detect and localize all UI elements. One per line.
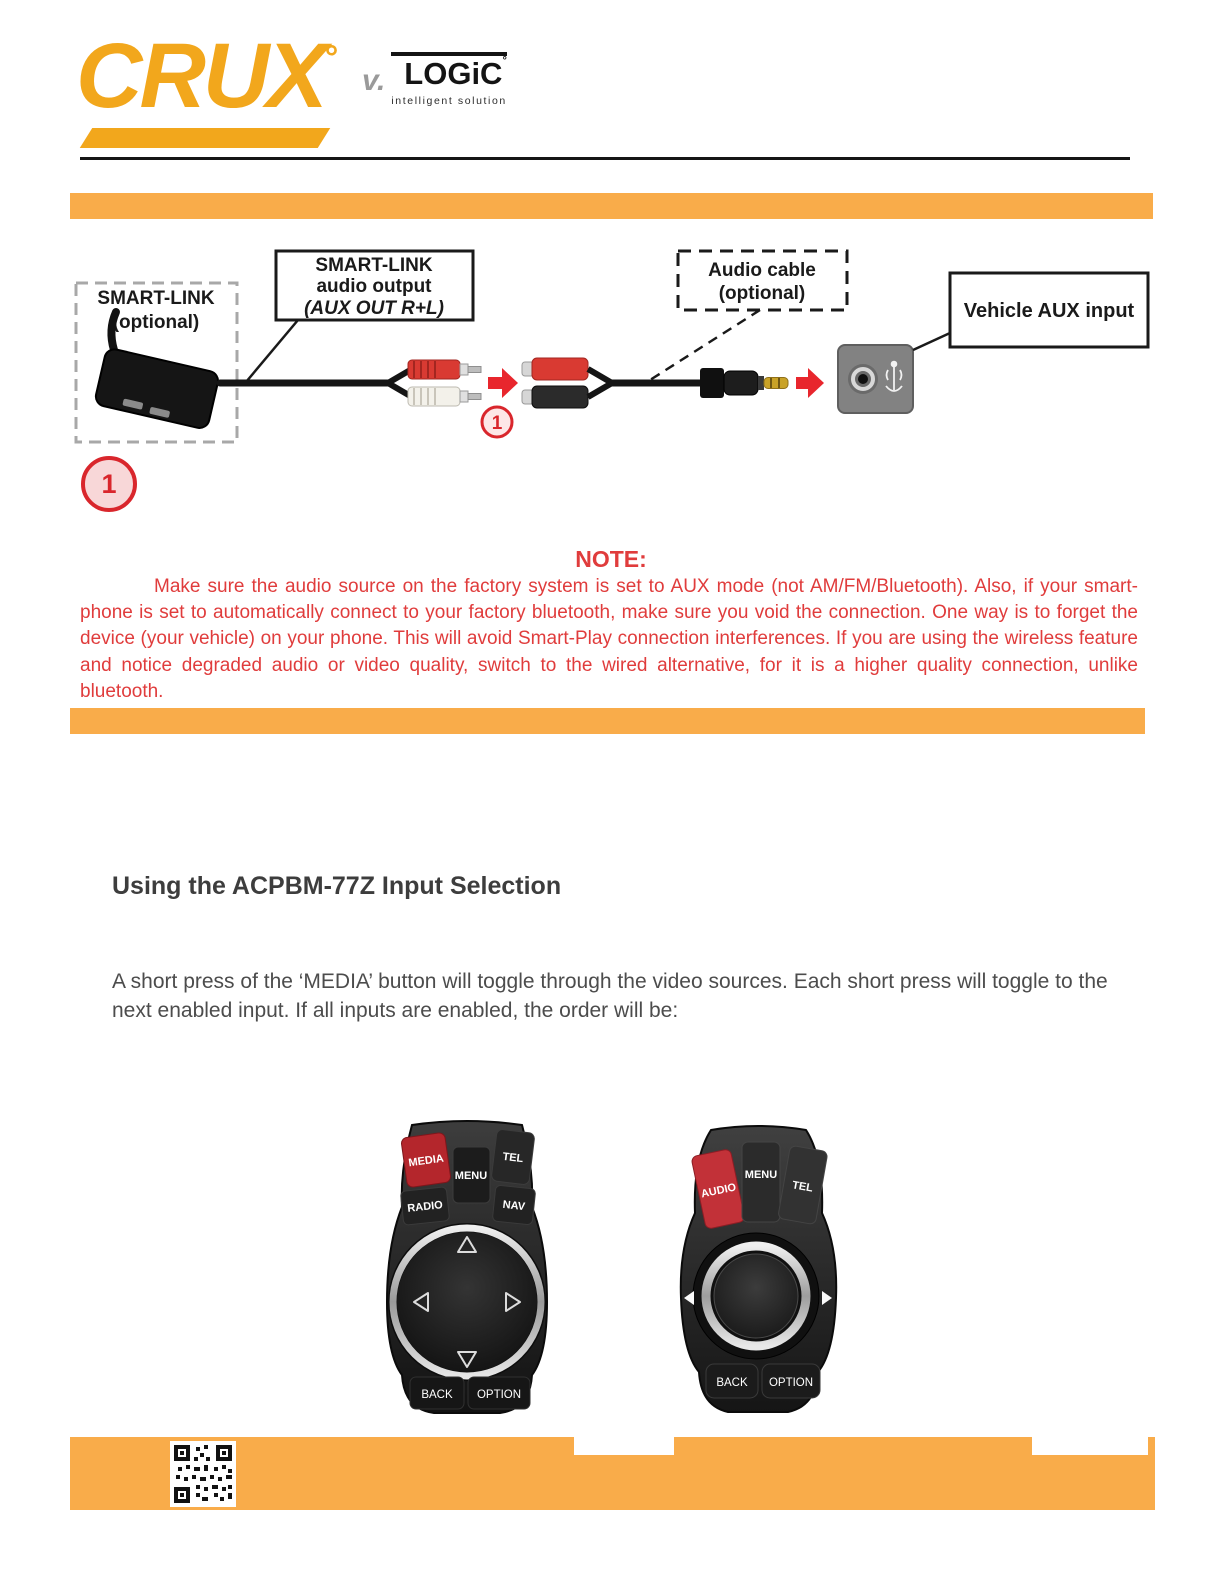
option-button bbox=[762, 1364, 820, 1398]
crux-logo-text: CRUX bbox=[76, 25, 325, 127]
vlogic-name: LOGiC° bbox=[404, 55, 507, 91]
menu-button-label: MENU bbox=[454, 1170, 488, 1182]
section-heading: Using the ACPBM-77Z Input Selection bbox=[112, 872, 562, 900]
vlogic-reg-mark: ° bbox=[502, 55, 507, 67]
red-connect-arrow-2 bbox=[796, 368, 824, 398]
note-title: NOTE: bbox=[575, 546, 647, 572]
radio-button bbox=[400, 1187, 449, 1226]
media-button bbox=[401, 1132, 452, 1188]
tel-button-label: TEL bbox=[791, 1179, 814, 1195]
audio-output-label-1: SMART-LINK bbox=[315, 255, 433, 276]
banner-notch bbox=[574, 1437, 674, 1455]
orange-banner-middle bbox=[70, 708, 1145, 734]
media-button-label: MEDIA bbox=[407, 1152, 445, 1170]
menu-button-label: MENU bbox=[744, 1169, 778, 1181]
header-divider bbox=[80, 157, 1130, 160]
rca-male-white bbox=[408, 387, 481, 406]
vehicle-aux-port bbox=[838, 345, 913, 413]
audio-cable-label-1: Audio cable bbox=[708, 260, 816, 281]
vlogic-block bbox=[391, 52, 506, 109]
diagram-step-number: 1 bbox=[491, 413, 503, 434]
section-body: A short press of the ‘MEDIA’ button will toggle through the video sources. Each short press will toggle to the next enabled input. If all inputs are enabled, the order will be: bbox=[112, 970, 1108, 1022]
crux-degree-mark: ° bbox=[324, 39, 339, 77]
tel-button bbox=[491, 1129, 535, 1185]
audio-output-leader bbox=[246, 320, 298, 382]
back-button-label: BACK bbox=[421, 1389, 453, 1401]
tel-button-label: TEL bbox=[501, 1150, 524, 1166]
orange-banner-top bbox=[70, 193, 1153, 219]
option-button-label: OPTION bbox=[768, 1377, 814, 1389]
vlogic-tagline: intelligent solution bbox=[391, 94, 507, 107]
vehicle-aux-label: Vehicle AUX input bbox=[963, 300, 1135, 322]
rca-male-red bbox=[408, 360, 481, 379]
radio-button-label: RADIO bbox=[406, 1199, 444, 1215]
rotary-knob bbox=[693, 1233, 819, 1359]
cable-y-merge bbox=[588, 369, 612, 397]
wiring-diagram bbox=[70, 238, 1160, 450]
crux-logo bbox=[76, 25, 339, 127]
device-antenna bbox=[111, 312, 116, 350]
option-button-label: OPTION bbox=[476, 1389, 522, 1401]
audio-output-label-2: audio output bbox=[316, 276, 432, 297]
vehicle-aux-leader bbox=[913, 333, 950, 350]
smartlink-box-label-2: (optional) bbox=[112, 312, 200, 333]
rca-female-red bbox=[522, 358, 588, 380]
back-button bbox=[706, 1364, 758, 1398]
rca-female-black bbox=[522, 386, 588, 408]
idrive-controller-left bbox=[382, 1115, 552, 1420]
red-connect-arrow-1 bbox=[488, 368, 518, 398]
vlogic-logo bbox=[362, 52, 507, 109]
note-body: Make sure the audio source on the factory system is set to AUX mode (not AM/FM/Bluetooth). Also, if your smart-phone is set to automatically connect to your factory bluetooth, make sure you void the connection. One way is to forget the device (your vehicle) on your phone. This will avoid Smart-Play connection interferences. If you are using the wireless feature and notice degraded audio or video quality, switch to the wired alternative, for it is a higher quality connection, unlike bluetooth. bbox=[80, 576, 1138, 702]
back-button-label: BACK bbox=[716, 1377, 748, 1389]
menu-button bbox=[742, 1142, 780, 1222]
vlogic-prefix: v. bbox=[362, 64, 386, 97]
menu-button bbox=[453, 1147, 490, 1203]
nav-button-label: NAV bbox=[502, 1198, 526, 1214]
banner-notch bbox=[1032, 1437, 1148, 1455]
audio-cable-label-2: (optional) bbox=[718, 283, 806, 304]
rotary-knob bbox=[388, 1223, 546, 1381]
audio-button-label: AUDIO bbox=[700, 1181, 738, 1201]
step-callout bbox=[81, 456, 137, 512]
nav-button bbox=[492, 1185, 536, 1225]
crux-logo-underline bbox=[80, 128, 330, 148]
option-button bbox=[468, 1377, 530, 1409]
smartlink-box-label-1: SMART-LINK bbox=[97, 288, 215, 309]
aux-plug-35mm bbox=[700, 368, 788, 398]
qr-code bbox=[170, 1441, 236, 1507]
audio-output-label-3: (AUX OUT R+L) bbox=[304, 298, 444, 319]
diagram-step-badge bbox=[482, 407, 512, 437]
step-callout-number: 1 bbox=[101, 468, 117, 499]
back-button bbox=[410, 1377, 464, 1409]
idrive-controller-right bbox=[676, 1118, 841, 1418]
orange-banner-bottom bbox=[70, 1437, 1155, 1510]
